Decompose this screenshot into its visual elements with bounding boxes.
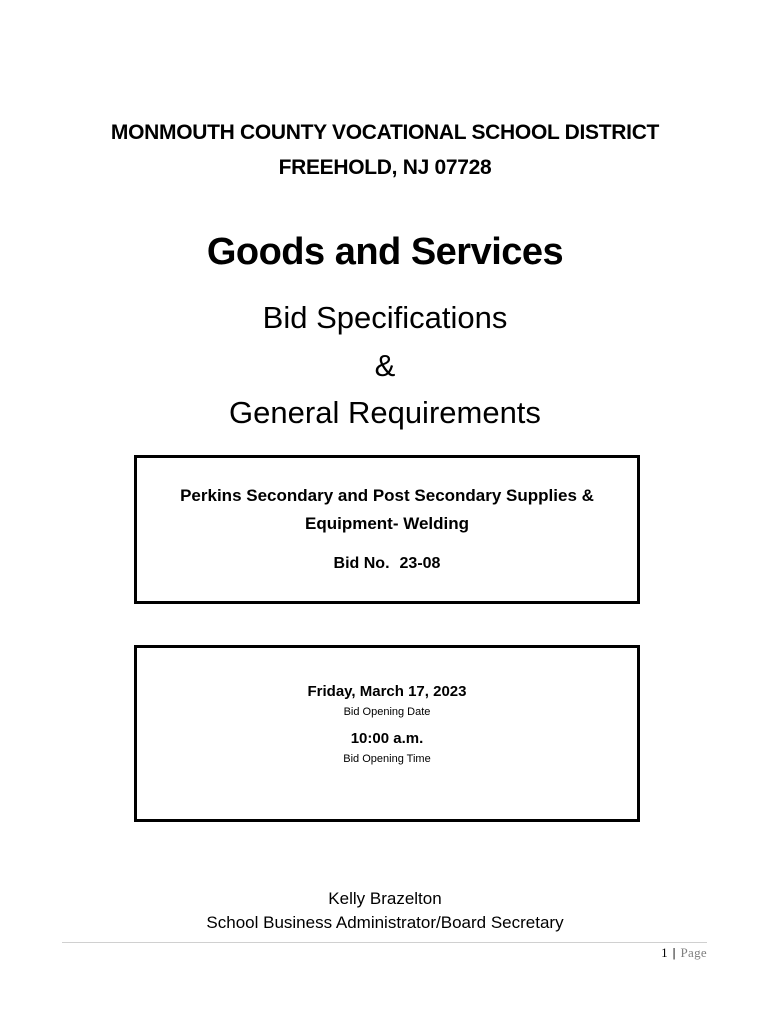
signer-name: Kelly Brazelton [328, 889, 442, 908]
bid-number-label: Bid No. [333, 555, 390, 572]
bid-name-line-2: Equipment- Welding [304, 514, 469, 533]
footer-divider [62, 942, 707, 943]
signer-title: School Business Administrator/Board Secretary [206, 913, 564, 932]
page-number: 1 [661, 945, 668, 960]
bid-opening-time: 10:00 a.m. [350, 730, 424, 747]
bid-name-line-1: Perkins Secondary and Post Secondary Supplies & [180, 486, 594, 505]
page-footer [661, 945, 707, 961]
bid-number-value: 23-08 [399, 555, 441, 572]
subtitle-line-1: Bid Specifications [262, 300, 508, 335]
subtitle-line-3: General Requirements [229, 395, 541, 430]
subtitle-ampersand: & [374, 348, 396, 383]
bid-opening-date-caption: Bid Opening Date [343, 706, 431, 718]
bid-name [137, 482, 637, 538]
district-name: MONMOUTH COUNTY VOCATIONAL SCHOOL DISTRICT [110, 121, 660, 144]
bid-info-box [134, 455, 640, 604]
bid-number [137, 555, 637, 573]
page-label: Page [680, 945, 707, 960]
bid-opening-date: Friday, March 17, 2023 [307, 683, 467, 700]
bid-opening-box [134, 645, 640, 822]
district-address: FREEHOLD, NJ 07728 [278, 156, 492, 179]
document-title: Goods and Services [206, 231, 564, 273]
footer-separator: | [672, 945, 676, 960]
bid-opening-time-caption: Bid Opening Time [343, 753, 431, 765]
